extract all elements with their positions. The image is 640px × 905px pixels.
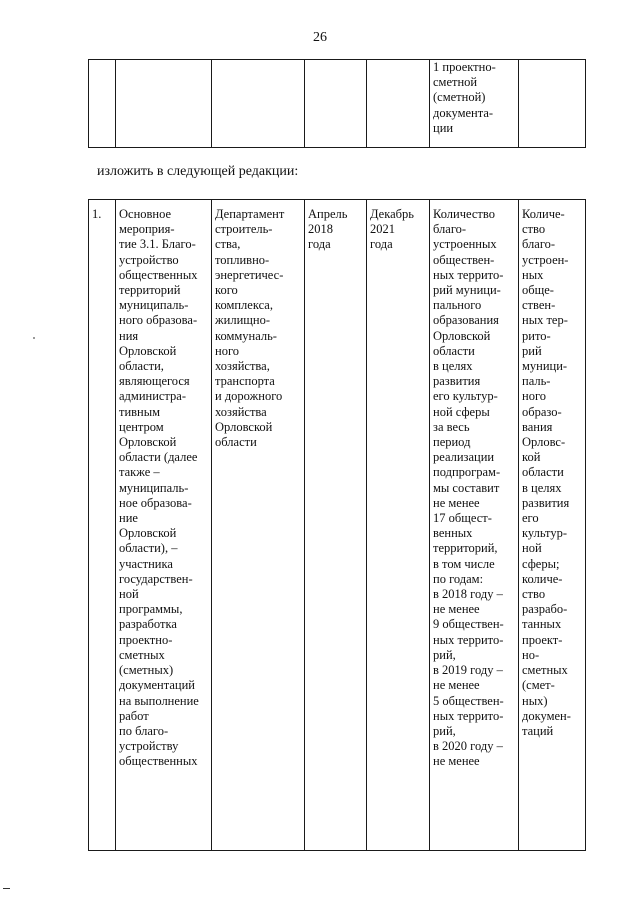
previous-table-fragment — [88, 59, 586, 148]
cell-department: Департамент строитель- ства, топливно- энергетичес- кого комплекса, жилищно- коммуналь- ного хозяйства, транспорта и дорожного хозяйства Орловской области — [212, 200, 305, 851]
top-cell-event — [116, 60, 212, 148]
top-cell-department — [212, 60, 305, 148]
cell-number: 1. — [89, 200, 116, 851]
new-edition-table — [88, 199, 586, 851]
top-cell-result: 1 проектно- сметной (сметной) документа- ции — [430, 60, 519, 148]
cell-indicator: Количе- ство благо- устроен- ных обще- ствен- ных тер- рито- рий муници- паль- ного образо- вания Орловс- кой области в целях развития его культур- ной сферы; количе- ство разрабо- танных проект- но- сметных (смет- ных) докумен- таций — [519, 200, 586, 851]
top-cell-indicator — [519, 60, 586, 148]
corner-mark — [3, 888, 10, 889]
cell-event: Основное мероприя- тие 3.1. Благо- устройство общественных территорий муниципаль- ного образова- ния Орловской области, являющегося администра- тивным центром Орловской области (далее также – муниципаль- ное образова- ние Орловской области), – участника государствен- ной программы, разработка проектно- сметных (сметных) документаций на выполнение работ по благо- устройству общественных — [116, 200, 212, 851]
table-row — [89, 200, 586, 851]
intro-text: изложить в следующей редакции: — [97, 164, 299, 179]
top-cell-start — [305, 60, 367, 148]
page-number: 26 — [313, 30, 327, 45]
cell-end-date: Декабрь 2021 года — [367, 200, 430, 851]
cell-start-date: Апрель 2018 года — [305, 200, 367, 851]
top-cell-end — [367, 60, 430, 148]
cell-expected-result: Количество благо- устроенных обществен- ных террито- рий муници- пального образования Орловской области в целях развития его культур- ной сферы за весь период реализации подпрограм- мы составит не менее 17 общест- венных территорий, в том числе по годам: в 2018 году – не менее 9 обществен- ных террито- рий, в 2019 году – не менее 5 обществен- ных террито- рий, в 2020 году – не менее — [430, 200, 519, 851]
margin-dot — [33, 337, 35, 339]
top-cell-number — [89, 60, 116, 148]
